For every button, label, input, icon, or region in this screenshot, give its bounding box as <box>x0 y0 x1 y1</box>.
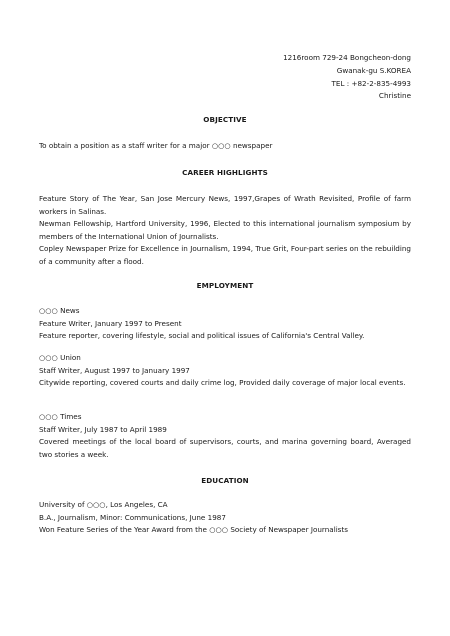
job-role: Feature Writer, January 1997 to Present <box>39 318 182 328</box>
employment-heading: EMPLOYMENT <box>196 281 254 290</box>
address-line-2: Gwanak-gu S.KOREA <box>336 65 411 75</box>
job-role: Staff Writer, July 1987 to April 1989 <box>39 424 167 434</box>
career-highlights-list <box>39 193 411 269</box>
name-line: Christine <box>378 91 411 101</box>
job-role: Staff Writer, August 1997 to January 1997 <box>39 365 190 375</box>
address-line-1: 1216room 729-24 Bongcheon-dong <box>283 53 411 62</box>
career-item: Newman Fellowship, Hartford University, 1996, Elected to this international journalism symposium by members of the International Union of Journalists. <box>39 219 411 241</box>
contact-block <box>283 52 411 103</box>
objective-text: To obtain a position as a staff writer for a major ○○○ newspaper <box>39 141 273 150</box>
job-org: ○○○ Times <box>39 412 82 421</box>
employment-job <box>39 352 411 390</box>
phone-line: TEL : +82-2-835-4993 <box>331 78 411 88</box>
job-desc: Covered meetings of the local board of supervisors, courts, and marina governing board, Averaged two stories a week. <box>39 437 411 459</box>
job-org: ○○○ News <box>39 306 80 315</box>
employment-job <box>39 305 411 343</box>
job-desc: Citywide reporting, covered courts and daily crime log, Provided daily coverage of major local events. <box>39 378 406 388</box>
education-heading: EDUCATION <box>201 476 249 485</box>
employment-job <box>39 411 411 461</box>
education-degree: B.A., Journalism, Minor: Communications, June 1987 <box>39 512 226 522</box>
career-item: Copley Newspaper Prize for Excellence in Journalism, 1994, True Grit, Four-part series on the rebuilding of a community after a flood. <box>39 244 411 266</box>
job-desc: Feature reporter, covering lifestyle, social and political issues of California's Central Valley. <box>39 331 365 341</box>
education-award: Won Feature Series of the Year Award from the ○○○ Society of Newspaper Journalists <box>39 525 348 535</box>
career-item: Feature Story of The Year, San Jose Mercury News, 1997,Grapes of Wrath Revisited, Profile of farm workers in Salinas. <box>39 194 411 216</box>
career-highlights-heading: CAREER HIGHLIGHTS <box>182 168 268 177</box>
education-school: University of ○○○, Los Angeles, CA <box>39 500 168 509</box>
objective-heading: OBJECTIVE <box>203 115 247 124</box>
job-org: ○○○ Union <box>39 353 81 362</box>
education-block <box>39 499 411 537</box>
